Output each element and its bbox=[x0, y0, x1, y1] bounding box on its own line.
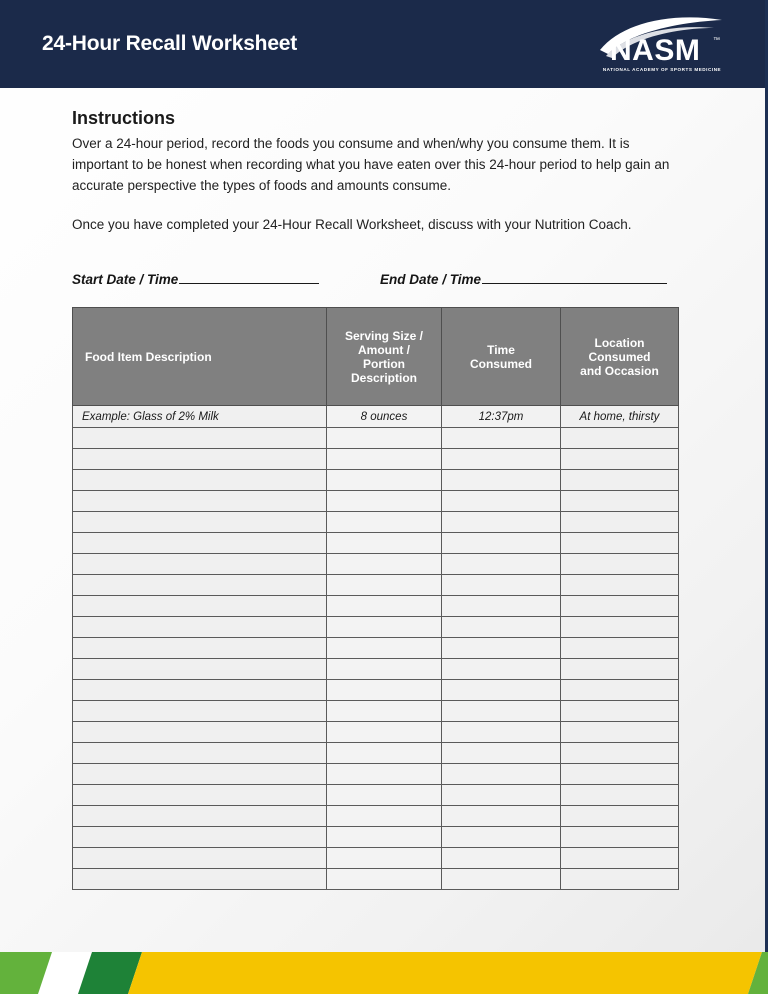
cell-food-item[interactable] bbox=[73, 428, 327, 449]
serving-line-2: Amount / bbox=[358, 342, 410, 357]
cell-location-occasion[interactable] bbox=[561, 764, 679, 785]
cell-serving-size[interactable] bbox=[327, 848, 442, 869]
example-location-occasion: At home, thirsty bbox=[561, 406, 679, 428]
cell-serving-size[interactable] bbox=[327, 764, 442, 785]
table-header bbox=[73, 308, 679, 406]
cell-food-item[interactable] bbox=[73, 554, 327, 575]
cell-location-occasion[interactable] bbox=[561, 869, 679, 890]
cell-food-item[interactable] bbox=[73, 575, 327, 596]
cell-serving-size[interactable] bbox=[327, 512, 442, 533]
cell-serving-size[interactable] bbox=[327, 575, 442, 596]
cell-food-item[interactable] bbox=[73, 722, 327, 743]
cell-time-consumed[interactable] bbox=[442, 764, 561, 785]
cell-food-item[interactable] bbox=[73, 848, 327, 869]
cell-location-occasion[interactable] bbox=[561, 596, 679, 617]
serving-line-1: Serving Size / bbox=[344, 328, 424, 343]
date-fields-row bbox=[72, 272, 680, 292]
end-date-input[interactable] bbox=[482, 283, 667, 284]
cell-serving-size[interactable] bbox=[327, 554, 442, 575]
time-line-2: Consumed bbox=[469, 356, 532, 371]
cell-time-consumed[interactable] bbox=[442, 449, 561, 470]
cell-serving-size[interactable] bbox=[327, 449, 442, 470]
cell-food-item[interactable] bbox=[73, 785, 327, 806]
cell-time-consumed[interactable] bbox=[442, 869, 561, 890]
cell-serving-size[interactable] bbox=[327, 638, 442, 659]
table-row bbox=[73, 554, 679, 575]
recall-table bbox=[72, 307, 679, 890]
cell-time-consumed[interactable] bbox=[442, 680, 561, 701]
nasm-logo bbox=[596, 16, 728, 72]
cell-serving-size[interactable] bbox=[327, 596, 442, 617]
table-body bbox=[73, 406, 679, 890]
cell-time-consumed[interactable] bbox=[442, 575, 561, 596]
table-row bbox=[73, 596, 679, 617]
cell-food-item[interactable] bbox=[73, 638, 327, 659]
cell-time-consumed[interactable] bbox=[442, 806, 561, 827]
serving-line-4: Description bbox=[350, 370, 417, 385]
cell-location-occasion[interactable] bbox=[561, 554, 679, 575]
cell-serving-size[interactable] bbox=[327, 785, 442, 806]
example-food-item: Example: Glass of 2% Milk bbox=[73, 406, 327, 428]
cell-food-item[interactable] bbox=[73, 617, 327, 638]
cell-location-occasion[interactable] bbox=[561, 659, 679, 680]
cell-food-item[interactable] bbox=[73, 449, 327, 470]
serving-line-3: Portion bbox=[363, 356, 405, 371]
cell-food-item[interactable] bbox=[73, 743, 327, 764]
table-row bbox=[73, 722, 679, 743]
cell-location-occasion[interactable] bbox=[561, 680, 679, 701]
cell-time-consumed[interactable] bbox=[442, 554, 561, 575]
cell-location-occasion[interactable] bbox=[561, 617, 679, 638]
cell-location-occasion[interactable] bbox=[561, 491, 679, 512]
table-row-example bbox=[73, 406, 679, 428]
cell-serving-size[interactable] bbox=[327, 743, 442, 764]
table-row bbox=[73, 743, 679, 764]
svg-text:™: ™ bbox=[713, 37, 720, 44]
cell-food-item[interactable] bbox=[73, 680, 327, 701]
instructions-paragraph-2: Once you have completed your 24-Hour Recall Worksheet, discuss with your Nutrition Coach. bbox=[72, 217, 632, 232]
cell-time-consumed[interactable] bbox=[442, 512, 561, 533]
cell-serving-size[interactable] bbox=[327, 701, 442, 722]
cell-time-consumed[interactable] bbox=[442, 722, 561, 743]
location-line-3: and Occasion bbox=[580, 363, 659, 378]
cell-food-item[interactable] bbox=[73, 764, 327, 785]
cell-time-consumed[interactable] bbox=[442, 659, 561, 680]
cell-time-consumed[interactable] bbox=[442, 638, 561, 659]
footer-stripes-icon bbox=[0, 952, 768, 994]
cell-serving-size[interactable] bbox=[327, 617, 442, 638]
instructions-heading: Instructions bbox=[72, 108, 176, 128]
table-row bbox=[73, 449, 679, 470]
location-line-2: Consumed bbox=[588, 349, 651, 364]
table-row bbox=[73, 575, 679, 596]
table-row bbox=[73, 827, 679, 848]
column-header-location-occasion bbox=[561, 308, 679, 406]
cell-time-consumed[interactable] bbox=[442, 428, 561, 449]
end-date-field[interactable] bbox=[380, 272, 667, 287]
table-row bbox=[73, 806, 679, 827]
column-header-time-consumed bbox=[442, 308, 561, 406]
table-row bbox=[73, 617, 679, 638]
cell-food-item[interactable] bbox=[73, 827, 327, 848]
location-line-1: Location bbox=[594, 335, 645, 350]
cell-location-occasion[interactable] bbox=[561, 785, 679, 806]
cell-food-item[interactable] bbox=[73, 491, 327, 512]
cell-location-occasion[interactable] bbox=[561, 512, 679, 533]
table-row bbox=[73, 659, 679, 680]
cell-time-consumed[interactable] bbox=[442, 533, 561, 554]
instructions-paragraph-1: Over a 24-hour period, record the foods you consume and when/why you consume them. It is important to be honest when recording what you have eaten over this 24-hour period to help gain an accurate perspective the types of foods and amounts consume. bbox=[72, 136, 670, 193]
cell-time-consumed[interactable] bbox=[442, 470, 561, 491]
cell-serving-size[interactable] bbox=[327, 491, 442, 512]
example-serving-size: 8 ounces bbox=[327, 406, 442, 428]
cell-time-consumed[interactable] bbox=[442, 848, 561, 869]
cell-food-item[interactable] bbox=[73, 659, 327, 680]
cell-location-occasion[interactable] bbox=[561, 638, 679, 659]
cell-serving-size[interactable] bbox=[327, 806, 442, 827]
cell-location-occasion[interactable] bbox=[561, 827, 679, 848]
table-row bbox=[73, 764, 679, 785]
time-line-1: Time bbox=[487, 342, 515, 357]
cell-food-item[interactable] bbox=[73, 596, 327, 617]
cell-location-occasion[interactable] bbox=[561, 848, 679, 869]
cell-serving-size[interactable] bbox=[327, 827, 442, 848]
table-row bbox=[73, 491, 679, 512]
cell-time-consumed[interactable] bbox=[442, 743, 561, 764]
start-date-label: Start Date / Time bbox=[72, 272, 179, 287]
cell-location-occasion[interactable] bbox=[561, 743, 679, 764]
cell-location-occasion[interactable] bbox=[561, 533, 679, 554]
start-date-input[interactable] bbox=[179, 283, 319, 284]
cell-time-consumed[interactable] bbox=[442, 491, 561, 512]
page-title: 24-Hour Recall Worksheet bbox=[42, 32, 298, 55]
cell-time-consumed[interactable] bbox=[442, 701, 561, 722]
cell-serving-size[interactable] bbox=[327, 659, 442, 680]
cell-food-item[interactable] bbox=[73, 470, 327, 491]
cell-time-consumed[interactable] bbox=[442, 827, 561, 848]
table-row bbox=[73, 848, 679, 869]
cell-food-item[interactable] bbox=[73, 533, 327, 554]
cell-location-occasion[interactable] bbox=[561, 575, 679, 596]
start-date-field[interactable] bbox=[72, 272, 319, 287]
cell-location-occasion[interactable] bbox=[561, 470, 679, 491]
table-row bbox=[73, 428, 679, 449]
cell-serving-size[interactable] bbox=[327, 722, 442, 743]
table-row bbox=[73, 701, 679, 722]
cell-time-consumed[interactable] bbox=[442, 596, 561, 617]
cell-food-item[interactable] bbox=[73, 512, 327, 533]
cell-location-occasion[interactable] bbox=[561, 428, 679, 449]
cell-location-occasion[interactable] bbox=[561, 449, 679, 470]
cell-location-occasion[interactable] bbox=[561, 701, 679, 722]
cell-serving-size[interactable] bbox=[327, 533, 442, 554]
column-header-food-item: Food Item Description bbox=[73, 308, 327, 406]
nasm-logo-tagline: NATIONAL ACADEMY OF SPORTS MEDICINE bbox=[602, 67, 722, 72]
table-row bbox=[73, 869, 679, 890]
table-row bbox=[73, 638, 679, 659]
cell-serving-size[interactable] bbox=[327, 470, 442, 491]
cell-location-occasion[interactable] bbox=[561, 806, 679, 827]
example-time-consumed: 12:37pm bbox=[442, 406, 561, 428]
cell-serving-size[interactable] bbox=[327, 869, 442, 890]
cell-food-item[interactable] bbox=[73, 869, 327, 890]
cell-food-item[interactable] bbox=[73, 806, 327, 827]
table-row bbox=[73, 785, 679, 806]
svg-text:NASM: NASM bbox=[610, 34, 701, 67]
table-row bbox=[73, 512, 679, 533]
page-header bbox=[0, 0, 768, 88]
cell-time-consumed[interactable] bbox=[442, 785, 561, 806]
cell-food-item[interactable] bbox=[73, 701, 327, 722]
end-date-label: End Date / Time bbox=[380, 272, 482, 287]
cell-serving-size[interactable] bbox=[327, 680, 442, 701]
table-row bbox=[73, 470, 679, 491]
cell-time-consumed[interactable] bbox=[442, 617, 561, 638]
cell-serving-size[interactable] bbox=[327, 428, 442, 449]
page-footer bbox=[0, 952, 768, 994]
table-row bbox=[73, 680, 679, 701]
nasm-logo-icon bbox=[596, 16, 728, 70]
table-row bbox=[73, 533, 679, 554]
cell-location-occasion[interactable] bbox=[561, 722, 679, 743]
table-header-row bbox=[73, 308, 679, 406]
column-header-serving-size bbox=[327, 308, 442, 406]
